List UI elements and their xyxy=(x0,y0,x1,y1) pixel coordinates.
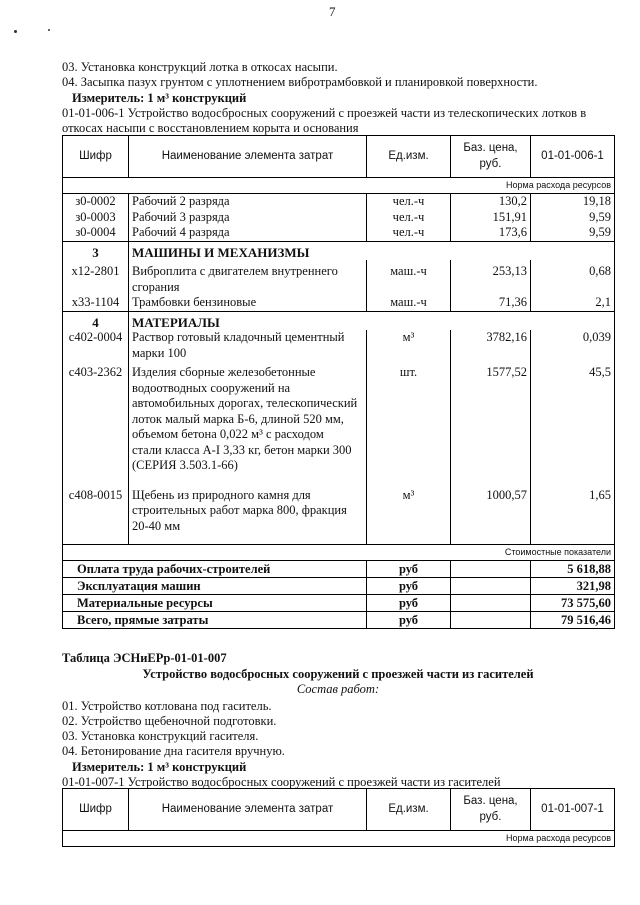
col-header-unit: Ед.изм. xyxy=(367,789,451,831)
total-row: Эксплуатация машин руб 321,98 xyxy=(63,578,615,595)
table-row: з0-0003 Рабочий 3 разряда чел.-ч 151,91 9,59 xyxy=(63,210,615,226)
table-row: з0-0004 Рабочий 4 разряда чел.-ч 173,6 9,59 xyxy=(63,225,615,241)
intro-line: 03. Установка конструкций лотка в откосах насыпи. xyxy=(62,60,338,74)
work-item: 04. Бетонирование дна гасителя вручную. xyxy=(62,744,285,758)
col-header-price: Баз. цена, руб. xyxy=(451,136,531,178)
table-row: с403-2362 Изделия сборные железобетонные водоотводных сооружений на автомобильных дорогах, телескопический лоток малый марка Б-6, длиной 520 мм, объемом бетона 0,022 м³ с расходом стали класса А-I 3,33 кг, бетон марки 300 (СЕРИЯ 3.503.1-66) шт. 1577,52 45,5 xyxy=(63,361,615,474)
norm-code-title: 01-01-006-1 Устройство водосбросных сооружений с проезжей части из телескопических лотков в xyxy=(62,106,587,120)
table-title: Таблица ЭСНиЕРр-01-01-007 xyxy=(62,651,227,665)
resource-table xyxy=(62,135,615,629)
works-title: Состав работ: xyxy=(296,682,380,696)
work-item: 03. Установка конструкций гасителя. xyxy=(62,729,259,743)
table-row: х12-2801 Виброплита с двигателем внутреннего сгорания маш.-ч 253,13 0,68 xyxy=(63,260,615,295)
col-header-price: Баз. цена, руб. xyxy=(451,789,531,831)
measure-unit: Измеритель: 1 м³ конструкций xyxy=(72,760,247,774)
norm-code-title: 01-01-007-1 Устройство водосбросных сооружений с проезжей части из гасителей xyxy=(62,775,501,789)
section-heading: Устройство водосбросных сооружений с проезжей части из гасителей xyxy=(142,667,534,681)
resource-table-2 xyxy=(62,788,615,847)
norm-code-title: откосах насыпи с восстановлением корыта и основания xyxy=(62,121,359,135)
col-header-norm: 01-01-007-1 xyxy=(531,789,615,831)
page-number: 7 xyxy=(329,4,336,19)
col-header-unit: Ед.изм. xyxy=(367,136,451,178)
measure-unit: Измеритель: 1 м³ конструкций xyxy=(72,91,247,105)
col-header-name: Наименование элемента затрат xyxy=(129,136,367,178)
cost-label: Стоимостные показатели xyxy=(63,545,615,561)
section-header: 3 МАШИНЫ И МЕХАНИЗМЫ xyxy=(63,241,615,260)
work-item: 01. Устройство котлована под гаситель. xyxy=(62,699,272,713)
norm-label: Норма расхода ресурсов xyxy=(63,178,615,194)
total-row: Материальные ресурсы руб 73 575,60 xyxy=(63,595,615,612)
scan-speck xyxy=(14,30,17,33)
table-row: х33-1104 Трамбовки бензиновые маш.-ч 71,36 2,1 xyxy=(63,295,615,311)
intro-line: 04. Засыпка пазух грунтом с уплотнением вибротрамбовкой и планировкой поверхности. xyxy=(62,75,538,89)
col-header-norm: 01-01-006-1 xyxy=(531,136,615,178)
work-item: 02. Устройство щебеночной подготовки. xyxy=(62,714,277,728)
section-header: 4 МАТЕРИАЛЫ xyxy=(63,311,615,330)
norm-label: Норма расхода ресурсов xyxy=(63,831,615,847)
table-row: с408-0015 Щебень из природного камня для строительных работ марка 800, фракция 20-40 мм м³ 1000,57 1,65 xyxy=(63,474,615,535)
table-row: с402-0004 Раствор готовый кладочный цементный марки 100 м³ 3782,16 0,039 xyxy=(63,330,615,361)
total-row: Оплата труда рабочих-строителей руб 5 618,88 xyxy=(63,561,615,578)
scan-speck xyxy=(48,29,50,31)
col-header-code: Шифр xyxy=(63,789,129,831)
col-header-code: Шифр xyxy=(63,136,129,178)
col-header-name: Наименование элемента затрат xyxy=(129,789,367,831)
table-row: з0-0002 Рабочий 2 разряда чел.-ч 130,2 19,18 xyxy=(63,194,615,210)
total-row: Всего, прямые затраты руб 79 516,46 xyxy=(63,612,615,629)
